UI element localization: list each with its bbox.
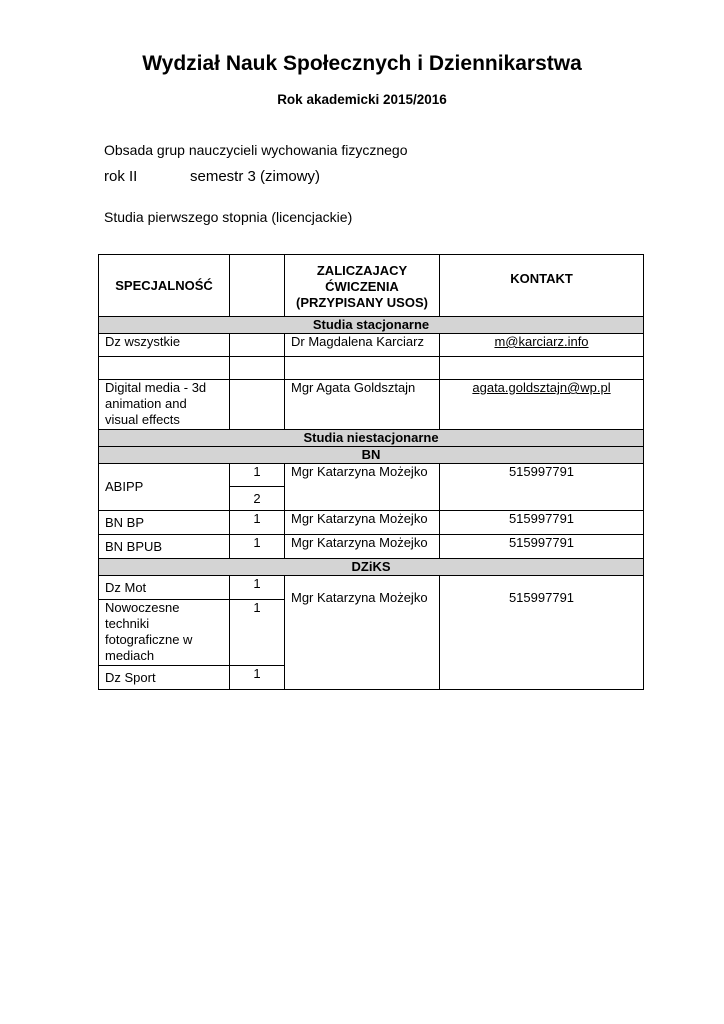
cell-teacher: Dr Magdalena Karciarz [285, 334, 440, 357]
academic-year: Rok akademicki 2015/2016 [277, 92, 447, 107]
cell-empty [285, 357, 440, 380]
table-row [99, 380, 644, 430]
cell-spec: Nowoczesne techniki fotograficzne w mediach [99, 600, 230, 666]
year-label: rok II [104, 168, 138, 185]
cell-teacher: Mgr Katarzyna Możejko [285, 535, 440, 559]
cell-teacher: Mgr Agata Goldsztajn [285, 380, 440, 430]
table-row [99, 535, 644, 559]
cell-teacher: Mgr Katarzyna Możejko [285, 464, 440, 511]
cell-spec: BN BPUB [99, 535, 230, 559]
cell-contact: 515997791 [440, 511, 644, 535]
study-level: Studia pierwszego stopnia (licencjackie) [104, 209, 353, 225]
cell-spec: Dz Mot [99, 576, 230, 600]
cell-group [230, 334, 285, 357]
year-semester-line [104, 168, 321, 185]
section-bn: BN [99, 447, 644, 464]
email-link[interactable]: agata.goldsztajn@wp.pl [472, 380, 611, 395]
section-row [99, 447, 644, 464]
section-dziks: DZiKS [99, 559, 644, 576]
cell-group: 2 [230, 487, 285, 511]
table-row [99, 334, 644, 357]
cell-group: 1 [230, 666, 285, 690]
cell-group: 1 [230, 511, 285, 535]
cell-group: 1 [230, 464, 285, 487]
cell-group [230, 380, 285, 430]
cell-spec: ABIPP [99, 464, 230, 511]
cell-teacher: Mgr Katarzyna Możejko [285, 511, 440, 535]
table-row [99, 511, 644, 535]
cell-contact: 515997791 [440, 535, 644, 559]
table-header-row [99, 255, 644, 317]
cell-spec: Digital media - 3d animation and visual effects [99, 380, 230, 430]
cell-contact: 515997791 [440, 576, 644, 690]
page-title: Wydział Nauk Społecznych i Dziennikarstwa [142, 52, 582, 75]
table-row-empty [99, 357, 644, 380]
table-row [99, 464, 644, 487]
section-row [99, 559, 644, 576]
cell-spec: Dz Sport [99, 666, 230, 690]
header-kontakt: KONTAKT [440, 255, 644, 317]
header-group [230, 255, 285, 317]
cell-empty [99, 357, 230, 380]
staffing-table [98, 254, 644, 690]
cell-group: 1 [230, 535, 285, 559]
header-zaliczajacy: ZALICZAJACY ĆWICZENIA (PRZYPISANY USOS) [285, 255, 440, 317]
cell-empty [230, 357, 285, 380]
cell-contact [440, 380, 644, 430]
semester-label: semestr 3 (zimowy) [190, 168, 321, 185]
cell-group: 1 [230, 576, 285, 600]
email-link[interactable]: m@karciarz.info [494, 334, 589, 349]
table-row [99, 576, 644, 600]
header-specjalnosc: SPECJALNOŚĆ [99, 255, 230, 317]
cell-teacher: Mgr Katarzyna Możejko [285, 576, 440, 690]
cell-empty [440, 357, 644, 380]
section-row [99, 430, 644, 447]
section-row [99, 317, 644, 334]
document-description: Obsada grup nauczycieli wychowania fizycznego [104, 142, 408, 158]
section-niestacjonarne: Studia niestacjonarne [99, 430, 644, 447]
cell-contact: 515997791 [440, 464, 644, 511]
section-stacjonarne: Studia stacjonarne [99, 317, 644, 334]
cell-spec: Dz wszystkie [99, 334, 230, 357]
cell-spec: BN BP [99, 511, 230, 535]
cell-group: 1 [230, 600, 285, 666]
cell-contact [440, 334, 644, 357]
